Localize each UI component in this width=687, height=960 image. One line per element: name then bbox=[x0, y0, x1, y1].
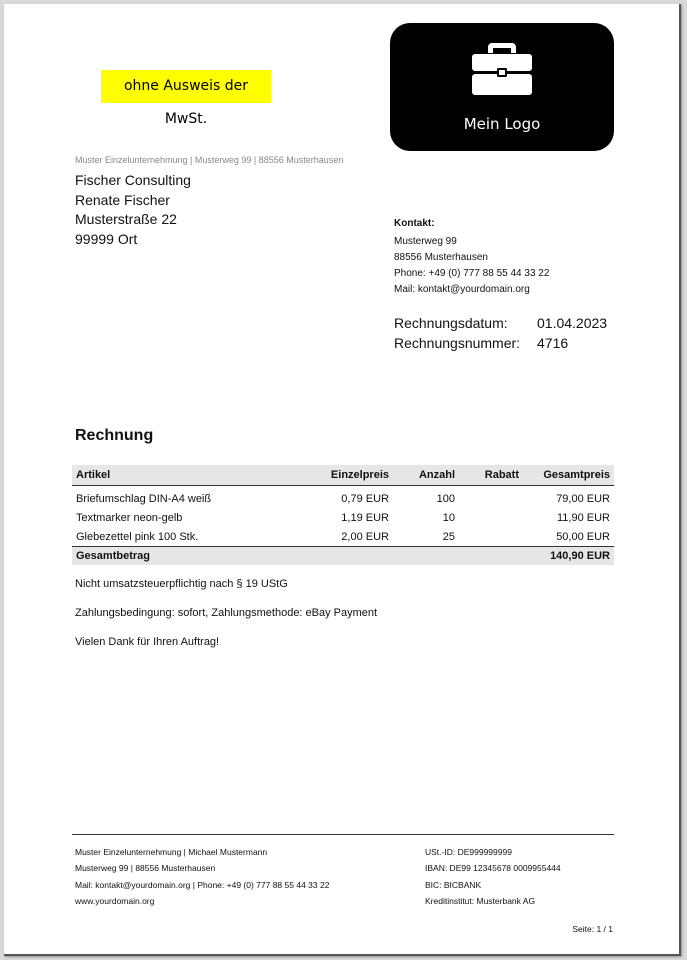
column-header: Rabatt bbox=[459, 465, 523, 486]
page-number: Seite: 1 / 1 bbox=[572, 924, 613, 934]
table-cell: 11,90 EUR bbox=[557, 511, 610, 524]
column-header: Anzahl bbox=[393, 465, 459, 486]
footer-bank-info bbox=[425, 844, 561, 909]
tax-note: Nicht umsatzsteuerpflichtig nach § 19 UStG bbox=[75, 578, 288, 590]
recipient-name: Renate Fischer bbox=[75, 191, 170, 208]
contact-title: Kontakt: bbox=[394, 218, 435, 229]
contact-mail: Mail: kontakt@yourdomain.org bbox=[394, 284, 530, 295]
table-cell: 50,00 EUR bbox=[556, 530, 610, 543]
total-row bbox=[72, 547, 614, 566]
table-row bbox=[72, 527, 614, 547]
footer-line: www.yourdomain.org bbox=[75, 895, 155, 906]
contact-street: Musterweg 99 bbox=[394, 236, 457, 247]
footer-line: USt.-ID: DE999999999 bbox=[425, 847, 512, 857]
recipient-address bbox=[75, 171, 191, 249]
total-label: Gesamtbetrag bbox=[72, 547, 523, 566]
total-value: 140,90 EUR bbox=[523, 547, 614, 566]
table-cell bbox=[459, 508, 523, 527]
table-cell: 0,79 EUR bbox=[341, 492, 389, 505]
items-table bbox=[72, 465, 614, 565]
contact-city: 88556 Musterhausen bbox=[394, 252, 488, 263]
company-logo bbox=[390, 23, 614, 151]
footer-company-info bbox=[75, 844, 329, 909]
table-cell: 2,00 EUR bbox=[341, 530, 389, 543]
footer-line: IBAN: DE99 12345678 0009955444 bbox=[425, 863, 561, 874]
column-header: Artikel bbox=[72, 465, 302, 486]
table-row bbox=[72, 508, 614, 527]
recipient-city: 99999 Ort bbox=[75, 230, 138, 247]
table-cell: Glebezettel pink 100 Stk. bbox=[76, 530, 199, 543]
invoice-number-value: 4716 bbox=[537, 334, 569, 351]
briefcase-icon bbox=[470, 41, 534, 97]
table-cell: Briefumschlag DIN-A4 weiß bbox=[76, 492, 212, 505]
footer-divider bbox=[72, 834, 614, 835]
invoice-number-label: Rechnungsnummer: bbox=[394, 334, 521, 351]
vat-notice-tag: ohne Ausweis der MwSt. bbox=[101, 70, 271, 103]
table-cell bbox=[459, 486, 523, 509]
invoice-meta bbox=[394, 314, 607, 353]
logo-text: Mein Logo bbox=[463, 115, 541, 133]
contact-block bbox=[394, 216, 549, 298]
footer-line: Kreditinstitut: Musterbank AG bbox=[425, 895, 536, 906]
footer-line: Muster Einzelunternehmung | Michael Mustermann bbox=[75, 847, 268, 857]
thanks-note: Vielen Dank für Ihren Auftrag! bbox=[75, 636, 220, 648]
recipient-street: Musterstraße 22 bbox=[75, 211, 177, 227]
table-header-row bbox=[72, 465, 614, 486]
invoice-date-value: 01.04.2023 bbox=[537, 315, 608, 331]
table-cell: 79,00 EUR bbox=[556, 492, 610, 505]
table-cell bbox=[459, 527, 523, 547]
column-header: Einzelpreis bbox=[302, 465, 393, 486]
table-cell: Textmarker neon-gelb bbox=[76, 511, 183, 524]
sender-address-line: Muster Einzelunternehmung | Musterweg 99 | 88556 Musterhausen bbox=[75, 155, 344, 165]
invoice-date-label: Rechnungsdatum: bbox=[394, 315, 508, 331]
invoice-page bbox=[4, 4, 681, 956]
table-cell: 10 bbox=[442, 511, 455, 524]
table-cell: 1,19 EUR bbox=[341, 511, 389, 524]
footer-line: Mail: kontakt@yourdomain.org | Phone: +49 (0) 777 88 55 44 33 22 bbox=[75, 879, 330, 890]
contact-phone: Phone: +49 (0) 777 88 55 44 33 22 bbox=[394, 268, 550, 279]
table-cell: 25 bbox=[442, 530, 455, 543]
footer-line: BIC: BICBANK bbox=[425, 879, 482, 890]
payment-note: Zahlungsbedingung: sofort, Zahlungsmethode: eBay Payment bbox=[75, 607, 378, 619]
column-header: Gesamtpreis bbox=[523, 465, 614, 486]
document-title: Rechnung bbox=[75, 427, 154, 444]
table-row bbox=[72, 486, 614, 509]
footer-line: Musterweg 99 | 88556 Musterhausen bbox=[75, 863, 216, 874]
recipient-company: Fischer Consulting bbox=[75, 172, 191, 188]
table-cell: 100 bbox=[436, 492, 455, 505]
